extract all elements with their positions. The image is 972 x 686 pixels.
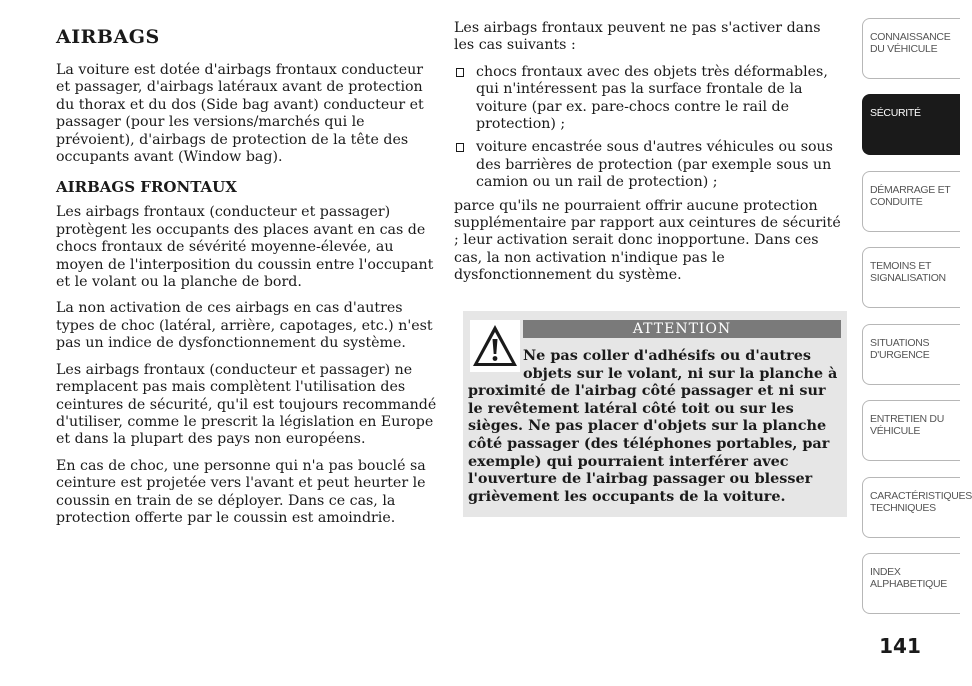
- tab-entretien-vehicule[interactable]: ENTRETIEN DU VÉHICULE: [862, 400, 960, 461]
- paragraph-1: Les airbags frontaux (conducteur et passager) protègent les occupants des places avant en cas de chocs frontaux de sévérité moyenne-élevée, au moyen de l'interposition du coussin entre l'occupant et le volant ou la planche de bord.: [56, 204, 434, 291]
- checkbox-bullet-icon: [456, 143, 464, 152]
- tab-caracteristiques-techniques[interactable]: CARACTÉRISTIQUES TECHNIQUES: [862, 477, 960, 538]
- right-outro-paragraph: parce qu'ils ne pourraient offrir aucune protection supplémentaire par rapport aux ceintures de sécurité ; leur activation serait donc inopportune. Dans ces cas, la non activation n'indique pas le dysfonctionnement du système.: [454, 197, 841, 284]
- tab-temoins-signalisation[interactable]: TEMOINS ET SIGNALISATION: [862, 247, 960, 308]
- paragraph-2: La non activation de ces airbags en cas d'autres types de choc (latéral, arrière, capotages, etc.) n'est pas un indice de dysfonctionnement du système.: [56, 300, 433, 352]
- right-column: [454, 20, 844, 294]
- warning-heading: ATTENTION: [523, 320, 841, 338]
- paragraph-4: En cas de choc, une personne qui n'a pas bouclé sa ceinture est projetée vers l'avant et peut heurter le coussin en train de se déployer. Dans ce cas, la protection offerte par le coussin est amoindrie.: [56, 457, 426, 526]
- page-number: 141: [879, 634, 921, 658]
- list-item: chocs frontaux avec des objets très déformables, qui n'intéressent pas la surface frontale de la voiture (par ex. pare-chocs contre le rail de protection) ;: [454, 64, 844, 134]
- paragraph-3: Les airbags frontaux (conducteur et passager) ne remplacent pas mais complètent l'utilisation des ceintures de sécurité, qu'il est toujours recommandé d'utiliser, comme le prescrit la législation en Europe et dans la plupart des pays non européens.: [56, 361, 437, 448]
- tab-index-alphabetique[interactable]: INDEX ALPHABETIQUE: [862, 553, 960, 614]
- tab-connaissance-vehicule[interactable]: CONNAISSANCE DU VÉHICULE: [862, 18, 960, 79]
- bullet-list: [454, 64, 844, 192]
- right-intro-paragraph: Les airbags frontaux peuvent ne pas s'activer dans les cas suivants :: [454, 20, 821, 54]
- list-item: voiture encastrée sous d'autres véhicules ou sous des barrières de protection (par exemple sous un camion ou un rail de protection) ;: [454, 139, 844, 191]
- section-subtitle: AIRBAGS FRONTAUX: [56, 178, 237, 197]
- checkbox-bullet-icon: [456, 68, 464, 77]
- warning-text: Ne pas coller d'adhésifs ou d'autres objets sur le volant, ni sur la planche à proximité de l'airbag côté passager et ni sur le revêtement latéral côté toit ou sur les sièges. Ne pas placer d'objets sur la planche côté passager (des téléphones portables, par exemple) qui pourraient interférer avec l'ouverture de l'airbag passager ou blesser grièvement les occupants de la voiture.: [468, 347, 838, 505]
- left-column: [56, 20, 440, 536]
- tab-demarrage-conduite[interactable]: DÉMARRAGE ET CONDUITE: [862, 171, 960, 232]
- tab-situations-urgence[interactable]: SITUATIONS D'URGENCE: [862, 324, 960, 385]
- section-title: AIRBAGS: [56, 26, 160, 48]
- intro-paragraph: La voiture est dotée d'airbags frontaux conducteur et passager, d'airbags latéraux avant de protection du thorax et du dos (Side bag avant) conducteur et passager (pour les versions/marchés qui le prévoient), d'airbags de protection de la tête des occupants avant (Window bag).: [56, 62, 424, 166]
- tab-securite[interactable]: SÉCURITÉ: [862, 94, 960, 155]
- warning-box: [463, 311, 847, 517]
